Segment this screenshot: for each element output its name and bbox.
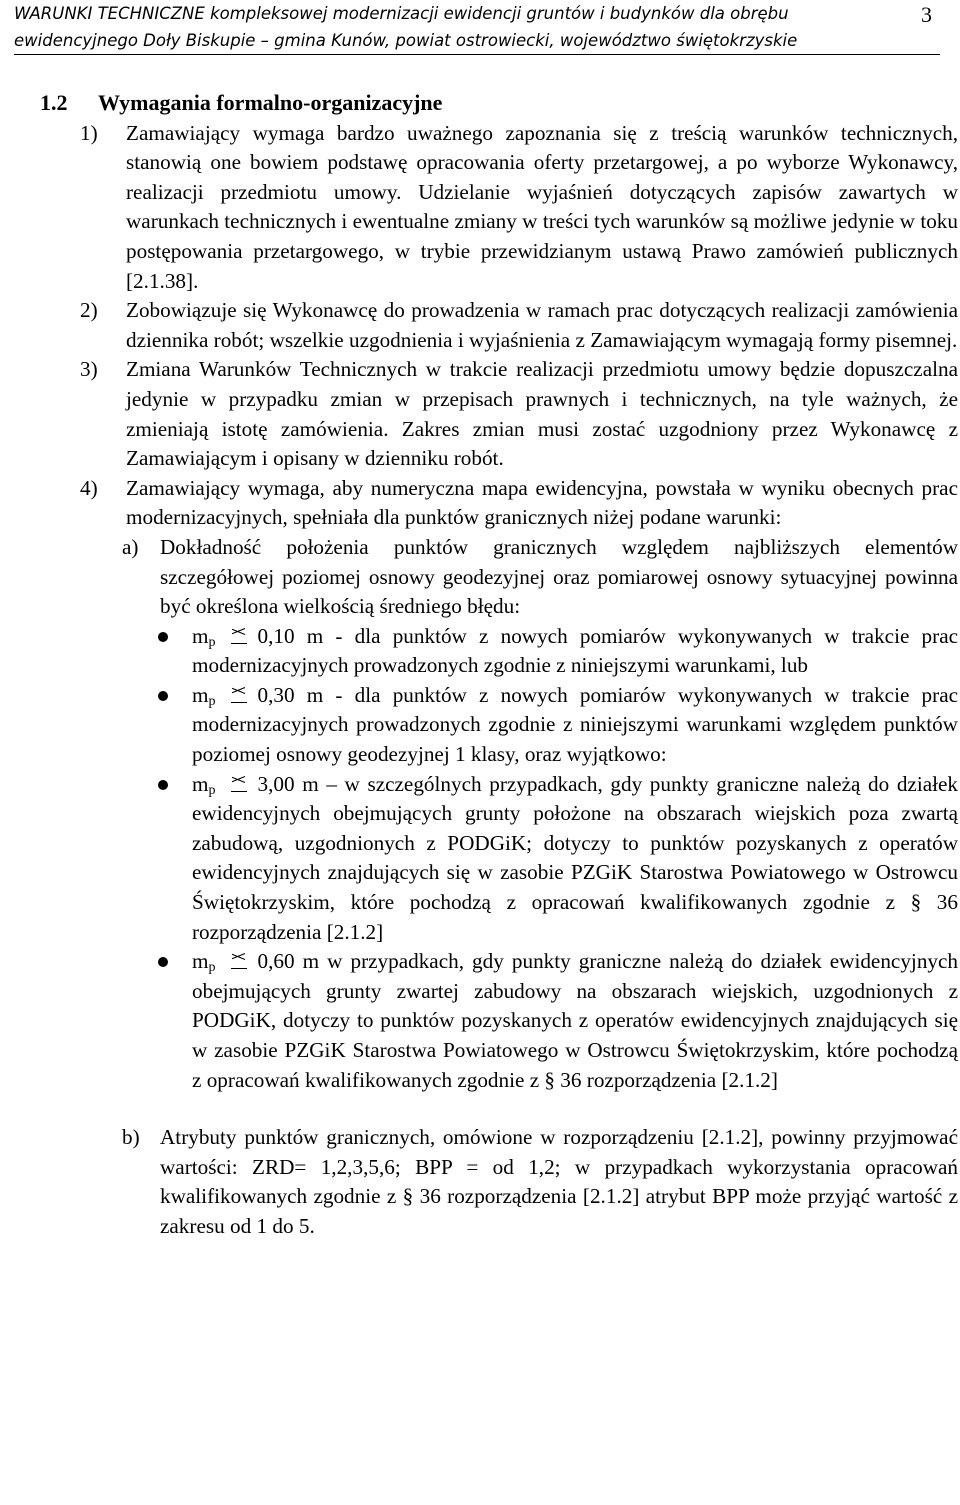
bullet-icon bbox=[158, 632, 168, 642]
error-symbol: m bbox=[192, 623, 209, 648]
less-equal-icon bbox=[229, 625, 249, 645]
error-value: 0,30 bbox=[257, 682, 295, 707]
section-number: 1.2 bbox=[40, 90, 68, 115]
bullet-icon bbox=[158, 691, 168, 701]
section-title: Wymagania formalno-organizacyjne bbox=[98, 90, 443, 115]
bullet-item bbox=[40, 681, 958, 770]
list-item bbox=[40, 296, 958, 355]
list-item bbox=[40, 355, 958, 473]
list-item-text: Zmiana Warunków Technicznych w trakcie realizacji przedmiotu umowy będzie dopuszczalna jedynie w przypadku zmian w przepisach prawnych i technicznych, na tyle ważnych, że zmieniają istotę zamówienia. Zakres zmian musi zostać uzgodniony przez Wykonawcę z Zamawiającym i opisany w dzienniku robót. bbox=[126, 357, 958, 471]
list-item-text: Zobowiązuje się Wykonawcę do prowadzenia w ramach prac dotyczących realizacji zamówienia dziennika robót; wszelkie uzgodnienia i wyjaśnienia z Zamawiającym wymagają formy pisemnej. bbox=[126, 298, 958, 352]
error-value: 3,00 bbox=[257, 771, 295, 796]
sub-item-text: Atrybuty punktów granicznych, omówione w rozporządzeniu [2.1.2], powinny przyjmować wartości: ZRD= 1,2,3,5,6; BPP = od 1,2; w przypadkach wykorzystania opracowań kwalifikowanych zgodnie z § 36 rozporządzenia [2.1.2] atrybut BPP może przyjąć wartość z zakresu od 1 do 5. bbox=[160, 1125, 958, 1238]
list-item-label: 4) bbox=[80, 475, 98, 500]
bullet-item bbox=[40, 947, 958, 1095]
error-symbol: m bbox=[192, 949, 209, 974]
list-item-label: 2) bbox=[80, 298, 98, 323]
error-value: 0,10 bbox=[257, 623, 295, 648]
list-item-text: Zamawiający wymaga, aby numeryczna mapa ewidencyjna, powstała w wyniku obecnych prac modernizacyjnych, spełniała dla punktów granicznych niżej podane warunki: bbox=[126, 475, 958, 530]
bullet-item bbox=[40, 622, 958, 681]
error-symbol: m bbox=[192, 771, 209, 796]
bullet-text: m - dla punktów z nowych pomiarów wykonywanych w trakcie prac modernizacyjnych prowadzonych zgodnie z niniejszymi warunkami względem punktów poziomej osnowy geodezyjnej 1 klasy, oraz wyjątkowo: bbox=[192, 682, 959, 767]
header-line-1: WARUNKI TECHNICZNE kompleksowej modernizacji ewidencji gruntów i budynków dla obrębu bbox=[14, 4, 789, 23]
error-value: 0,60 bbox=[257, 949, 295, 974]
document-header bbox=[14, 0, 874, 54]
page-number: 3 bbox=[921, 2, 932, 27]
sub-item-label: b) bbox=[122, 1125, 140, 1150]
header-divider bbox=[14, 54, 940, 55]
bullet-icon bbox=[158, 957, 168, 967]
list-item-text: Zamawiający wymaga bardzo uważnego zapoznania się z treścią warunków technicznych, stanowią one bowiem podstawę opracowania oferty przetargowej, a po wyborze Wykonawcy, realizacji przedmiotu umowy. Udzielanie wyjaśnień dotyczących zapisów zawartych w warunkach technicznych i ewentualne zmiany w treści tych warunków są możliwe jedynie w toku postępowania przetargowego, w trybie przewidzianym ustawą Prawo zamówień publicznych [2.1.38]. bbox=[126, 120, 958, 293]
section-heading bbox=[40, 88, 958, 118]
sub-item-label: a) bbox=[122, 534, 139, 559]
sub-item-b bbox=[40, 1123, 958, 1241]
bullet-text: m w przypadkach, gdy punkty graniczne należą do działek ewidencyjnych obejmujących grunty zwartej zabudowy na obszarach wiejskich, uzgodnionych z PODGiK, dotyczy to punktów pozyskanych z operatów ewidencyjnych znajdujących się w zasobie PZGiK Starostwa Powiatowego w Ostrowcu Świętokrzyskim, które pochodzą z opracowań kwalifikowanych zgodnie z § 36 rozporządzenia [2.1.2] bbox=[192, 949, 959, 1092]
bullet-item bbox=[40, 770, 958, 948]
less-equal-icon bbox=[229, 950, 249, 970]
sub-item-a bbox=[40, 533, 958, 622]
list-item-label: 3) bbox=[80, 357, 98, 382]
document-body bbox=[40, 88, 958, 1242]
bullet-text: m – w szczególnych przypadkach, gdy punkty graniczne należą do działek ewidencyjnych obejmujących grunty położone na obszarach wiejskich poza zwartą zabudową, uzgodnionych z PODGiK; dotyczy to punktów pozyskanych z operatów ewidencyjnych znajdujących się w zasobie PZGiK Starostwa Powiatowego w Ostrowcu Świętokrzyskim, które pochodzą z opracowań kwalifikowanych zgodnie z § 36 rozporządzenia [2.1.2] bbox=[192, 771, 958, 944]
header-line-2: ewidencyjnego Doły Biskupie – gmina Kunów, powiat ostrowiecki, województwo świętokrzyskie bbox=[14, 31, 798, 50]
sub-item-text: Dokładność położenia punktów granicznych względem najbliższych elementów szczegółowej poziomej osnowy geodezyjnej oraz pomiarowej osnowy sytuacyjnej powinna być określona wielkością średniego błędu: bbox=[160, 534, 958, 619]
list-item bbox=[40, 119, 958, 297]
error-subscript: p bbox=[208, 693, 216, 709]
error-subscript: p bbox=[208, 960, 216, 976]
error-subscript: p bbox=[208, 634, 216, 650]
bullet-text: m - dla punktów z nowych pomiarów wykonywanych w trakcie prac modernizacyjnych prowadzonych zgodnie z niniejszymi warunkami, lub bbox=[192, 623, 959, 678]
error-subscript: p bbox=[208, 782, 216, 798]
bullet-icon bbox=[158, 780, 168, 790]
list-item bbox=[40, 474, 958, 533]
list-item-label: 1) bbox=[80, 120, 98, 145]
error-symbol: m bbox=[192, 682, 209, 707]
less-equal-icon bbox=[229, 684, 249, 704]
less-equal-icon bbox=[229, 773, 249, 793]
